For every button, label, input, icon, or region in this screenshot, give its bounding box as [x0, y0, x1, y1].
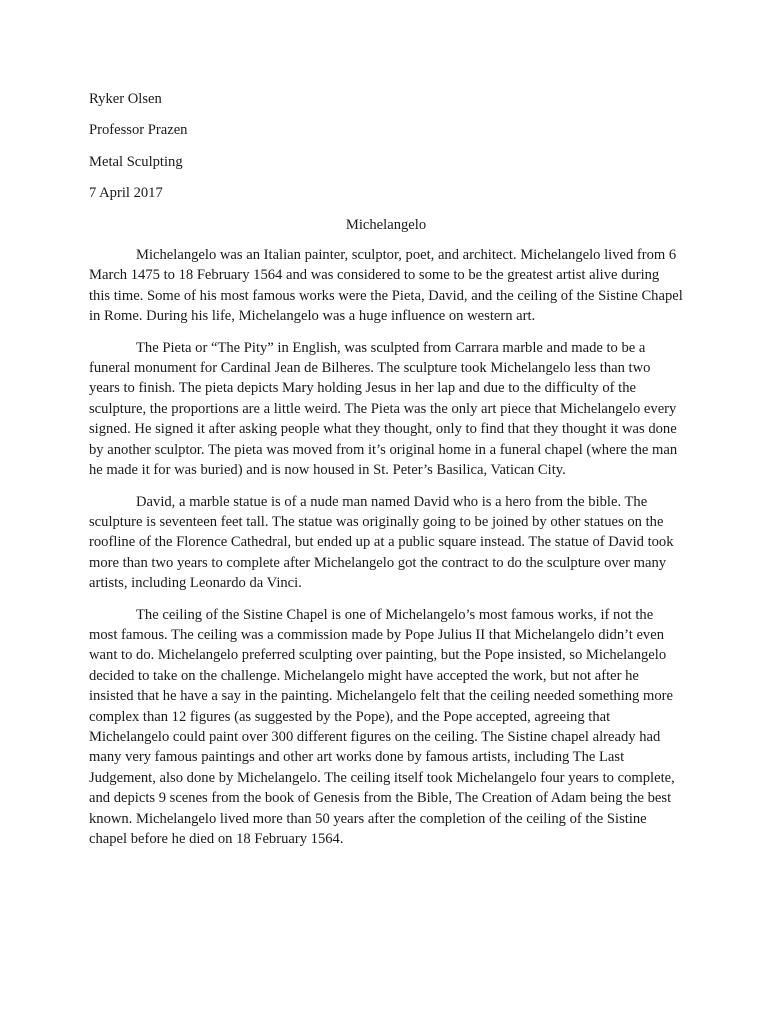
paragraph-pieta: The Pieta or “The Pity” in English, was sculpted from Carrara marble and made to be a funeral monument for Cardinal Jean de Bilheres. The sculpture took Michelangelo less than two years to finish. The pieta depicts Mary holding Jesus in her lap and due to the difficulty of the sculpture, the proportions are a little weird. The Pieta was the only art piece that Michelangelo every signed. He signed it after asking people what they thought, only to find that they thought it was done by another sculptor. The pieta was moved from it’s original home in a funeral chapel (where the man he made it for was buried) and is now housed in St. Peter’s Basilica, Vatican City.: [89, 339, 678, 479]
essay-date: 7 April 2017: [89, 185, 163, 202]
paragraph-sistine-chapel: The ceiling of the Sistine Chapel is one of Michelangelo’s most famous works, if not the most famous. The ceiling was a commission made by Pope Julius II that Michelangelo didn’t even want to do. Michelangelo preferred sculpting over painting, but the Pope insisted, so Michelangelo decided to take on the challenge. Michelangelo might have accepted the work, but not after he insisted that he have a say in the painting. Michelangelo felt that the ceiling needed something more complex than 12 figures (as suggested by the Pope), and the Pope accepted, agreeing that Michelangelo could paint over 300 different figures on the ceiling. The Sistine chapel already had many very famous paintings and other art works done by famous artists, including The Last Judgement, also done by Michelangelo. The ceiling itself took Michelangelo four years to complete, and depicts 9 scenes from the book of Genesis from the Bible, The Creation of Adam being the best known. Michelangelo lived more than 50 years after the completion of the ceiling of the Sistine chapel before he died on 18 February 1564.: [89, 606, 675, 847]
essay-title: Michelangelo: [345, 216, 427, 233]
document-page: [89, 89, 683, 860]
professor-name: Professor Prazen: [89, 122, 188, 139]
course-name: Metal Sculpting: [89, 153, 183, 170]
paragraph-david: David, a marble statue is of a nude man named David who is a hero from the bible. The sculpture is seventeen feet tall. The statue was originally going to be joined by other statues on the roofline of the Florence Cathedral, but ended up at a public square instead. The statue of David took more than two years to complete after Michelangelo got the contract to do the sculpture over many artists, including Leonardo da Vinci.: [89, 493, 674, 592]
author-name: Ryker Olsen: [89, 91, 162, 107]
paragraph-intro: Michelangelo was an Italian painter, sculptor, poet, and architect. Michelangelo lived from 6 March 1475 to 18 February 1564 and was considered to some to be the greatest artist alive during this time. Some of his most famous works were the Pieta, David, and the ceiling of the Sistine Chapel in Rome. During his life, Michelangelo was a huge influence on western art.: [89, 247, 683, 325]
